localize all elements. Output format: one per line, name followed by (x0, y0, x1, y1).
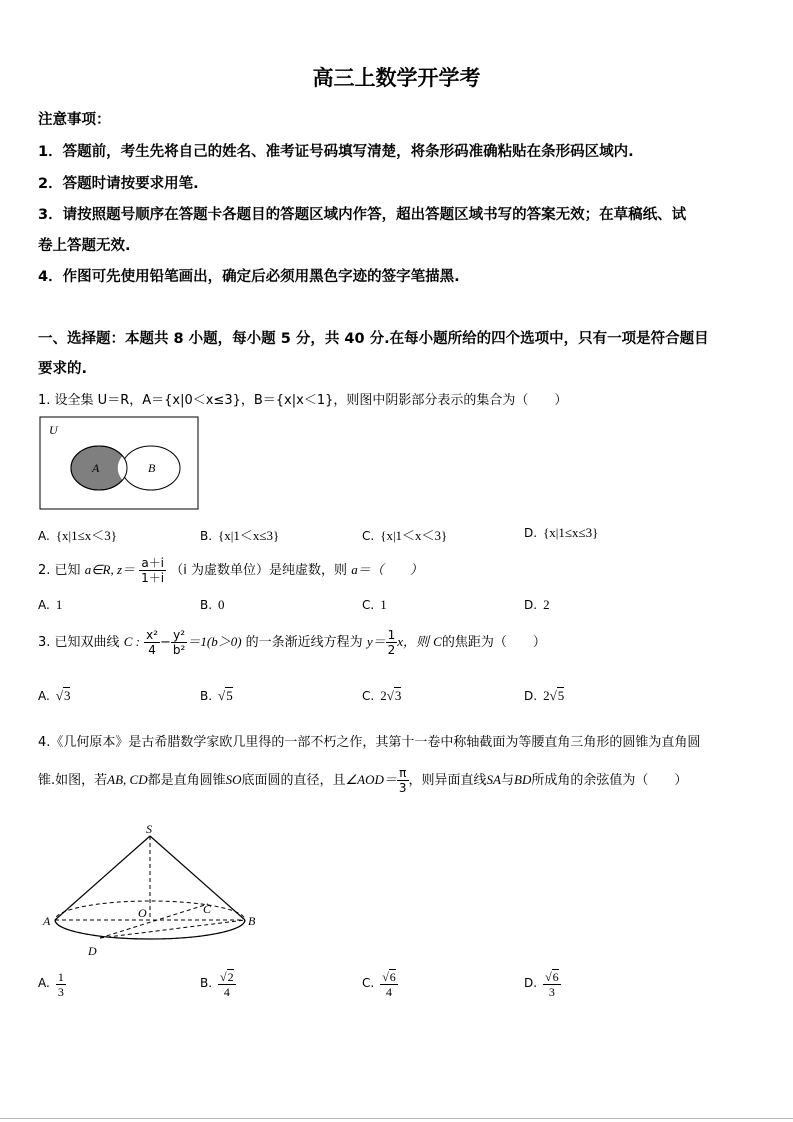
question-number: 4. (38, 735, 51, 750)
question-number: 2. (38, 563, 51, 578)
fraction: $\frac{\pi}{3}$ (398, 766, 407, 795)
point-label-b: B (248, 914, 256, 928)
segment-bd (100, 920, 245, 938)
option-d[interactable]: D. 2√5 (524, 688, 565, 703)
base-ellipse-front (55, 920, 245, 939)
venn-label-b: B (148, 461, 156, 475)
option-c[interactable]: C. 2√3 (362, 688, 402, 703)
note-item: 1．答题前，考生先将自己的姓名、准考证号码填写清楚，将条形码准确粘贴在条形码区域内. (38, 144, 634, 160)
venn-diagram (39, 416, 201, 511)
fraction: $\frac{\text{y²}}{\text{b²}}$ (172, 628, 186, 657)
note-item: 4．作图可先使用铅笔画出，确定后必须用黑色字迹的签字笔描黑. (38, 269, 460, 285)
cone-edge-sb (150, 836, 245, 920)
radical-sign: √ (220, 970, 227, 984)
radical-sign: √ (549, 688, 557, 703)
question-4-stem-line2: 锥.如图，若AB, CD都是直角圆锥SO底面圆的直径，且∠AOD＝ $\frac{\pi}{3}$ ，则异面直线SA与BD所成角的余弦值为（ ） (38, 766, 688, 795)
option-c[interactable]: C. $\frac{√6}{4}$ (362, 970, 396, 999)
notes-heading: 注意事项： (38, 112, 111, 128)
option-b[interactable]: B. $\frac{√2}{4}$ (200, 970, 234, 999)
question-3-stem: 3. 已知双曲线 C : $\frac{\text{x²}}{4}$ − $\frac{\text{y²}}{\text{b²}}$ ＝1(b＞0) 的一条渐近线方程为 y＝ $\frac{1}{2}$ x，则 C的焦距为（ ） (38, 628, 546, 657)
radical-sign: √ (386, 688, 394, 703)
question-4-stem-line1: 4.《几何原本》是古希腊数学家欧几里得的一部不朽之作，其第十一卷中称轴截面为等腰直角三角形的圆锥为直角圆 (38, 735, 701, 750)
note-item: 卷上答题无效. (38, 238, 131, 254)
option-d[interactable]: D. $\frac{√6}{3}$ (524, 970, 559, 999)
diameter-cd (100, 904, 208, 938)
venn-label-a: A (92, 461, 100, 475)
note-item: 3．请按照题号顺序在答题卡各题目的答题区域内作答，超出答题区域书写的答案无效；在草稿纸、试 (38, 207, 687, 223)
note-item: 2．答题时请按要求用笔. (38, 176, 199, 192)
cone-edge-sa (55, 836, 150, 920)
section-heading: 一、选择题：本题共 8 小题，每小题 5 分，共 40 分.在每小题所给的四个选项中，只有一项是符合题目 (38, 331, 709, 347)
option-a[interactable]: A. √3 (38, 688, 71, 703)
option-b[interactable]: B. {x|1＜x≤3} (200, 528, 280, 543)
point-label-o: O (138, 906, 147, 920)
option-c[interactable]: C. {x|1＜x＜3} (362, 528, 448, 543)
question-text: 设全集 U＝R，A＝{x|0＜x≤3}，B＝{x|x＜1}，则图中阴影部分表示的集合为（ ） (54, 393, 568, 408)
venn-label-u: U (49, 423, 58, 437)
point-label-d: D (88, 944, 97, 958)
option-b[interactable]: B. 0 (200, 597, 225, 612)
question-2-stem: 2. 已知 a∈R, z＝ $\frac{a+i}{1+i}$ （i 为虚数单位）是纯虚数，则 a＝（ ） (38, 556, 423, 585)
page-title: 高三上数学开学考 (312, 66, 481, 90)
cone-figure (38, 818, 268, 964)
option-a[interactable]: A. 1 (38, 597, 63, 612)
question-1-stem (38, 389, 567, 408)
option-d[interactable]: D. {x|1≤x≤3} (524, 525, 599, 540)
radical-sign: √ (382, 970, 389, 984)
option-a[interactable]: A. {x|1≤x＜3} (38, 528, 118, 543)
page-bottom-divider (0, 1118, 793, 1119)
point-label-s: S (146, 822, 152, 836)
fraction: $\frac{\text{x²}}{4}$ (146, 628, 159, 657)
option-c[interactable]: C. 1 (362, 597, 387, 612)
point-label-a: A (43, 914, 51, 928)
point-label-c: C (203, 902, 212, 916)
fraction: $\frac{a+i}{1+i}$ (141, 556, 165, 585)
option-d[interactable]: D. 2 (524, 597, 550, 612)
radical-sign: √ (55, 688, 63, 703)
fraction: $\frac{1}{2}$ (387, 628, 396, 657)
radical-sign: √ (545, 970, 552, 984)
section-heading-cont: 要求的. (38, 361, 88, 377)
question-number: 1. (38, 393, 51, 408)
option-b[interactable]: B. √5 (200, 688, 233, 703)
option-a[interactable]: A. $\frac{1}{3}$ (38, 970, 64, 999)
question-number: 3. (38, 635, 51, 650)
radical-sign: √ (218, 688, 226, 703)
